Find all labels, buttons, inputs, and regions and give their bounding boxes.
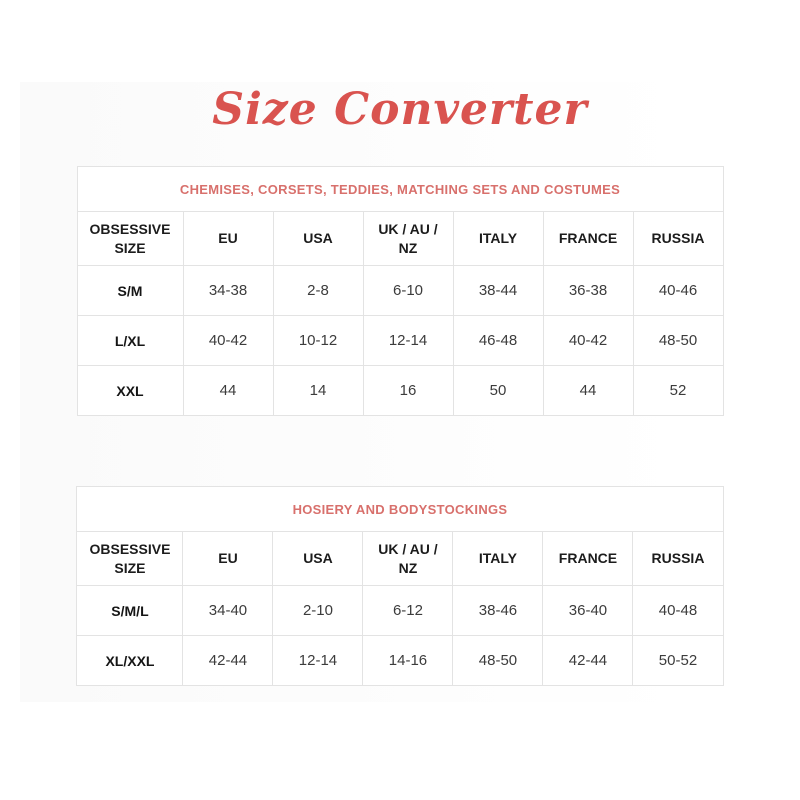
size-cell: 38-46 xyxy=(453,586,543,636)
row-label: XL/XXL xyxy=(77,636,183,686)
col-header-usa: USA xyxy=(273,212,363,266)
size-cell: 40-42 xyxy=(543,316,633,366)
size-cell: 12-14 xyxy=(363,316,453,366)
size-cell: 46-48 xyxy=(453,316,543,366)
col-header-russia: RUSSIA xyxy=(633,212,723,266)
row-label: XXL xyxy=(77,366,183,416)
col-header-france: FRANCE xyxy=(543,532,633,586)
size-cell: 48-50 xyxy=(633,316,723,366)
col-header-eu: EU xyxy=(183,532,273,586)
size-cell: 36-38 xyxy=(543,266,633,316)
col-header-italy: ITALY xyxy=(453,212,543,266)
size-cell: 34-40 xyxy=(183,586,273,636)
col-header-uk-au-nz: UK / AU / NZ xyxy=(363,212,453,266)
hosiery-size-table xyxy=(76,486,723,686)
size-cell: 40-46 xyxy=(633,266,723,316)
table-row xyxy=(77,316,723,366)
size-cell: 50-52 xyxy=(633,636,723,686)
size-cell: 44 xyxy=(543,366,633,416)
size-cell: 40-48 xyxy=(633,586,723,636)
size-cell: 2-8 xyxy=(273,266,363,316)
size-cell: 42-44 xyxy=(183,636,273,686)
size-cell: 52 xyxy=(633,366,723,416)
page-title: Size Converter xyxy=(212,84,588,135)
row-label: S/M xyxy=(77,266,183,316)
column-header-row xyxy=(77,532,723,586)
table-row xyxy=(77,586,723,636)
size-cell: 48-50 xyxy=(453,636,543,686)
table-caption: CHEMISES, CORSETS, TEDDIES, MATCHING SETS AND COSTUMES xyxy=(77,167,723,212)
col-header-italy: ITALY xyxy=(453,532,543,586)
size-cell: 36-40 xyxy=(543,586,633,636)
size-cell: 2-10 xyxy=(273,586,363,636)
size-cell: 50 xyxy=(453,366,543,416)
size-cell: 14 xyxy=(273,366,363,416)
table-row xyxy=(77,266,723,316)
col-header-russia: RUSSIA xyxy=(633,532,723,586)
size-cell: 44 xyxy=(183,366,273,416)
table-caption-row xyxy=(77,167,723,212)
table-caption-row xyxy=(77,487,723,532)
size-cell: 38-44 xyxy=(453,266,543,316)
size-cell: 40-42 xyxy=(183,316,273,366)
col-header-obsessive-size: OBSESSIVE SIZE xyxy=(77,532,183,586)
size-cell: 12-14 xyxy=(273,636,363,686)
size-cell: 42-44 xyxy=(543,636,633,686)
size-cell: 6-10 xyxy=(363,266,453,316)
size-cell: 10-12 xyxy=(273,316,363,366)
row-label: S/M/L xyxy=(77,586,183,636)
table-caption: HOSIERY AND BODYSTOCKINGS xyxy=(77,487,723,532)
col-header-obsessive-size: OBSESSIVE SIZE xyxy=(77,212,183,266)
col-header-uk-au-nz: UK / AU / NZ xyxy=(363,532,453,586)
col-header-usa: USA xyxy=(273,532,363,586)
size-cell: 6-12 xyxy=(363,586,453,636)
chemises-size-table xyxy=(77,166,724,416)
table-row xyxy=(77,366,723,416)
row-label: L/XL xyxy=(77,316,183,366)
col-header-eu: EU xyxy=(183,212,273,266)
column-header-row xyxy=(77,212,723,266)
size-cell: 16 xyxy=(363,366,453,416)
size-cell: 14-16 xyxy=(363,636,453,686)
size-cell: 34-38 xyxy=(183,266,273,316)
col-header-france: FRANCE xyxy=(543,212,633,266)
table-row xyxy=(77,636,723,686)
